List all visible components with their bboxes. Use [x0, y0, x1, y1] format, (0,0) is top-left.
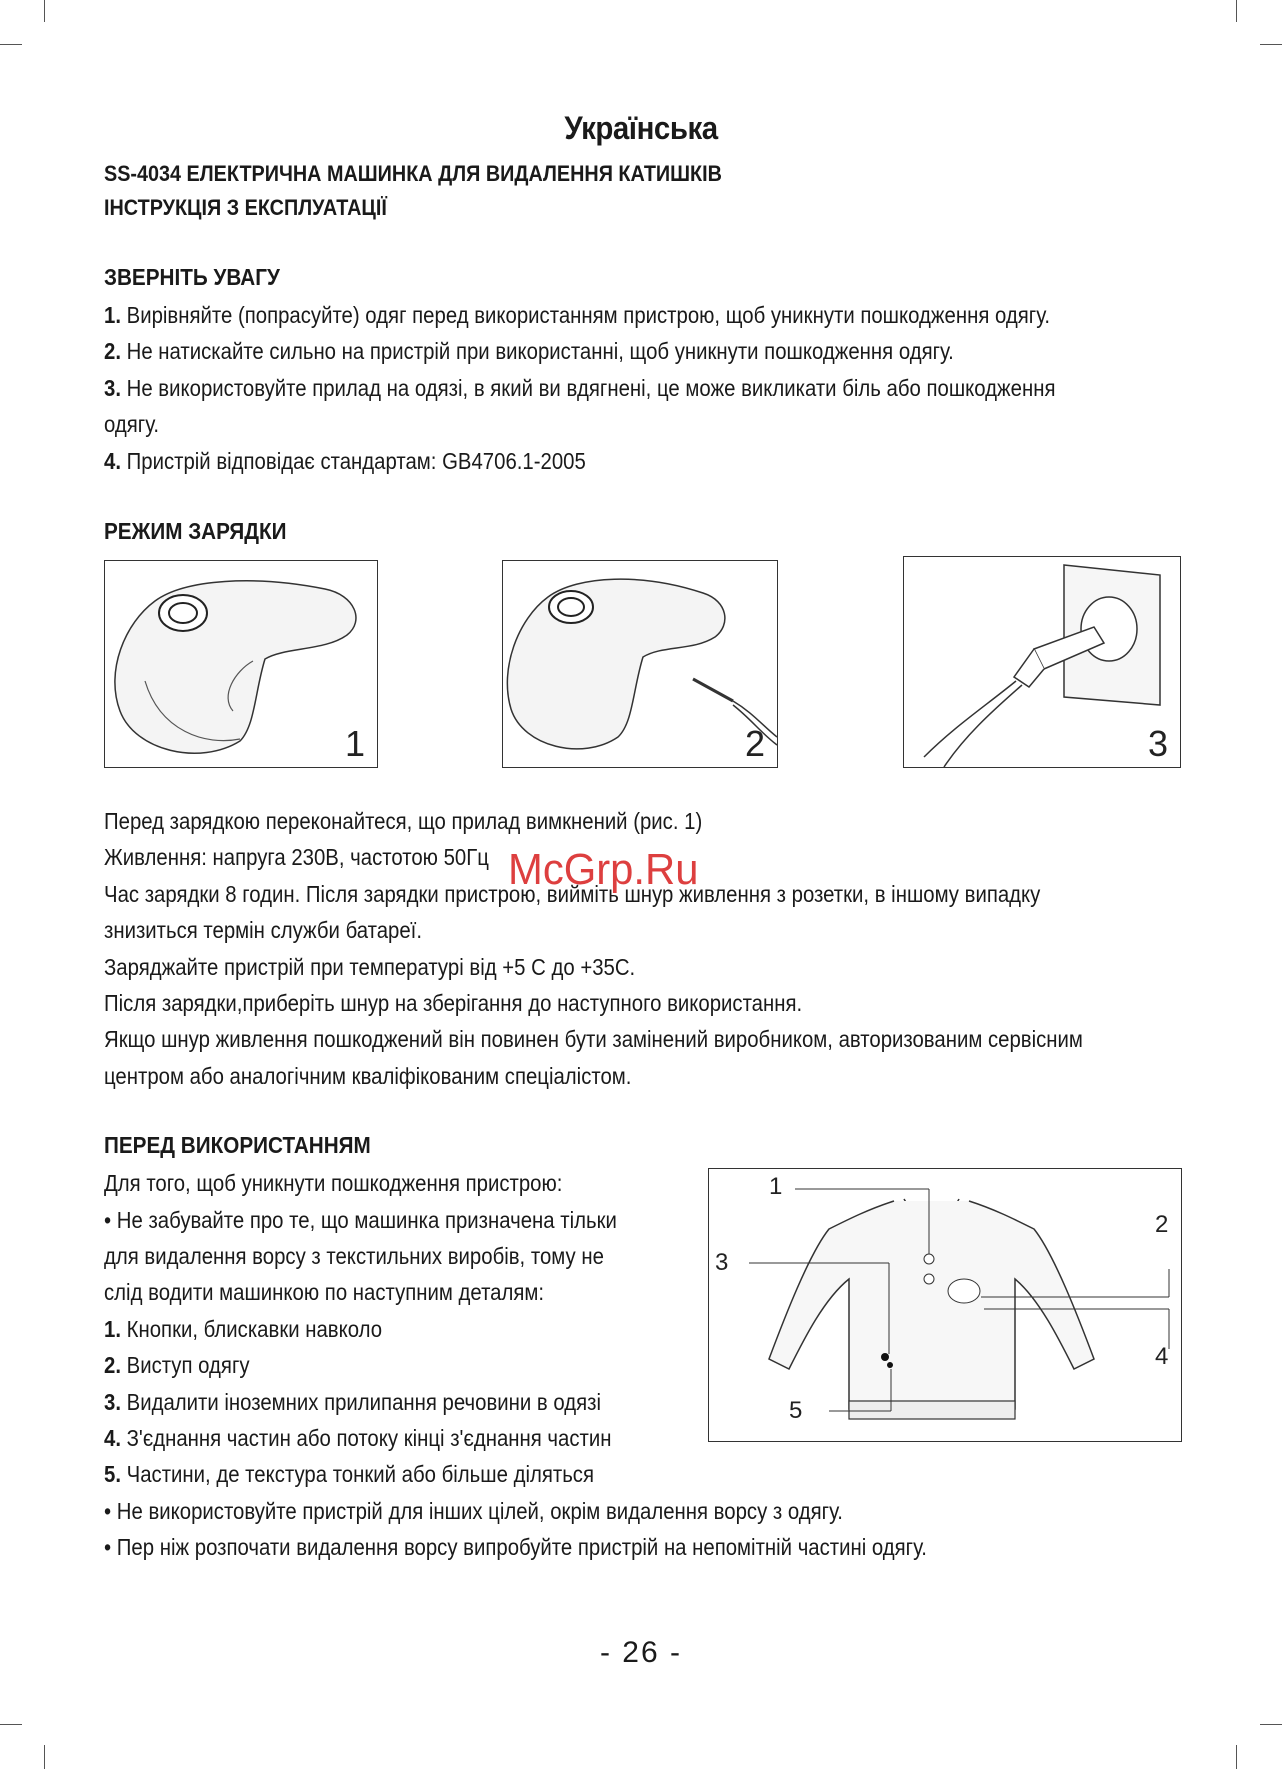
- charging-line: Якщо шнур живлення пошкоджений він повинен бути замінений виробником, авторизованим сервісним: [104, 1026, 1083, 1052]
- before-use-line: • Пер ніж розпочати видалення ворсу випробуйте пристрій на непомітній частині одягу.: [104, 1534, 927, 1560]
- charging-line: знизиться термін служби батареї.: [104, 917, 423, 943]
- attention-heading: ЗВЕРНІТЬ УВАГУ: [104, 264, 280, 290]
- crop-mark: [1236, 0, 1237, 22]
- watermark: McGrp.Ru: [508, 845, 699, 894]
- before-use-line: 1. Кнопки, блискавки навколо: [104, 1316, 383, 1342]
- figure-number: 2: [744, 723, 765, 764]
- before-use-line: 4. З'єднання частин або потоку кінці з'єднання частин: [104, 1425, 612, 1451]
- before-use-line: 3. Видалити іноземних прилипання речовини в одязі: [104, 1389, 601, 1415]
- charging-heading: РЕЖИМ ЗАРЯДКИ: [104, 518, 287, 544]
- before-use-line: 2. Виступ одягу: [104, 1352, 250, 1378]
- attention-item: 2. Не натискайте сильно на пристрій при використанні, щоб уникнути пошкодження одягу.: [104, 338, 954, 364]
- figure-number: 3: [1147, 723, 1168, 764]
- figure-3: [903, 556, 1181, 768]
- sweater-label: 4: [1155, 1343, 1169, 1370]
- attention-item: 1. Вирівняйте (попрасуйте) одяг перед використанням пристрою, щоб уникнути пошкодження одягу.: [104, 302, 1050, 328]
- document-subtitle: ІНСТРУКЦІЯ З ЕКСПЛУАТАЦІЇ: [104, 195, 387, 220]
- attention-item: 3. Не використовуйте прилад на одязі, в який ви вдягнені, це може викликати біль або пошкодження: [104, 375, 1056, 401]
- crop-mark: [44, 1745, 45, 1769]
- before-use-line: 5. Частини, де текстура тонкий або більше діляться: [104, 1461, 594, 1487]
- figure-1: [104, 560, 378, 768]
- page-number: - 26 -: [599, 1636, 683, 1669]
- language-title: Українська: [564, 110, 718, 146]
- before-use-line: слід водити машинкою по наступним деталям:: [104, 1279, 545, 1305]
- charging-line: Перед зарядкою переконайтеся, що прилад вимкнений (рис. 1): [104, 808, 703, 834]
- charging-line: Заряджайте пристрій при температурі від +5 С до +35С.: [104, 954, 636, 980]
- charging-line: Живлення: напруга 230В, частотою 50Гц: [104, 844, 489, 870]
- sweater-label: 1: [769, 1173, 783, 1200]
- figure-2: [502, 560, 778, 768]
- before-use-line: • Не використовуйте пристрій для інших цілей, окрім видалення ворсу з одягу.: [104, 1498, 843, 1524]
- sweater-label: 2: [1155, 1211, 1169, 1238]
- crop-mark: [1236, 1745, 1237, 1769]
- sweater-label: 3: [715, 1249, 729, 1276]
- document-title: SS-4034 ЕЛЕКТРИЧНА МАШИНКА ДЛЯ ВИДАЛЕННЯ КАТИШКІВ: [104, 161, 722, 186]
- charging-line: Після зарядки,приберіть шнур на зберігання до наступного використання.: [104, 990, 803, 1016]
- sweater-illustration: [709, 1169, 1181, 1441]
- sweater-label: 5: [789, 1397, 803, 1424]
- attention-item: 4. Пристрій відповідає стандартам: GB4706.1-2005: [104, 448, 586, 474]
- before-use-line: для видалення ворсу з текстильних виробів, тому не: [104, 1243, 604, 1269]
- lint-remover-illustration: [105, 561, 377, 767]
- before-use-line: • Не забувайте про те, що машинка призначена тільки: [104, 1207, 617, 1233]
- crop-mark: [0, 44, 22, 45]
- figure-number: 1: [344, 723, 365, 764]
- before-use-line: Для того, щоб уникнути пошкодження пристрою:: [104, 1170, 563, 1196]
- wall-socket-plug-illustration: [904, 557, 1180, 767]
- crop-mark: [1260, 1724, 1282, 1725]
- charging-line: Час зарядки 8 годин. Після зарядки пристрою, вийміть шнур живлення з розетки, в іншому випадку: [104, 881, 1041, 907]
- crop-mark: [1260, 44, 1282, 45]
- crop-mark: [44, 0, 45, 22]
- before-use-heading: ПЕРЕД ВИКОРИСТАННЯМ: [104, 1132, 371, 1158]
- crop-mark: [0, 1724, 22, 1725]
- attention-item: одягу.: [104, 411, 159, 437]
- charging-line: центром або аналогічним кваліфікованим спеціалістом.: [104, 1063, 632, 1089]
- sweater-diagram: [708, 1168, 1182, 1442]
- lint-remover-with-cord-illustration: [503, 561, 777, 767]
